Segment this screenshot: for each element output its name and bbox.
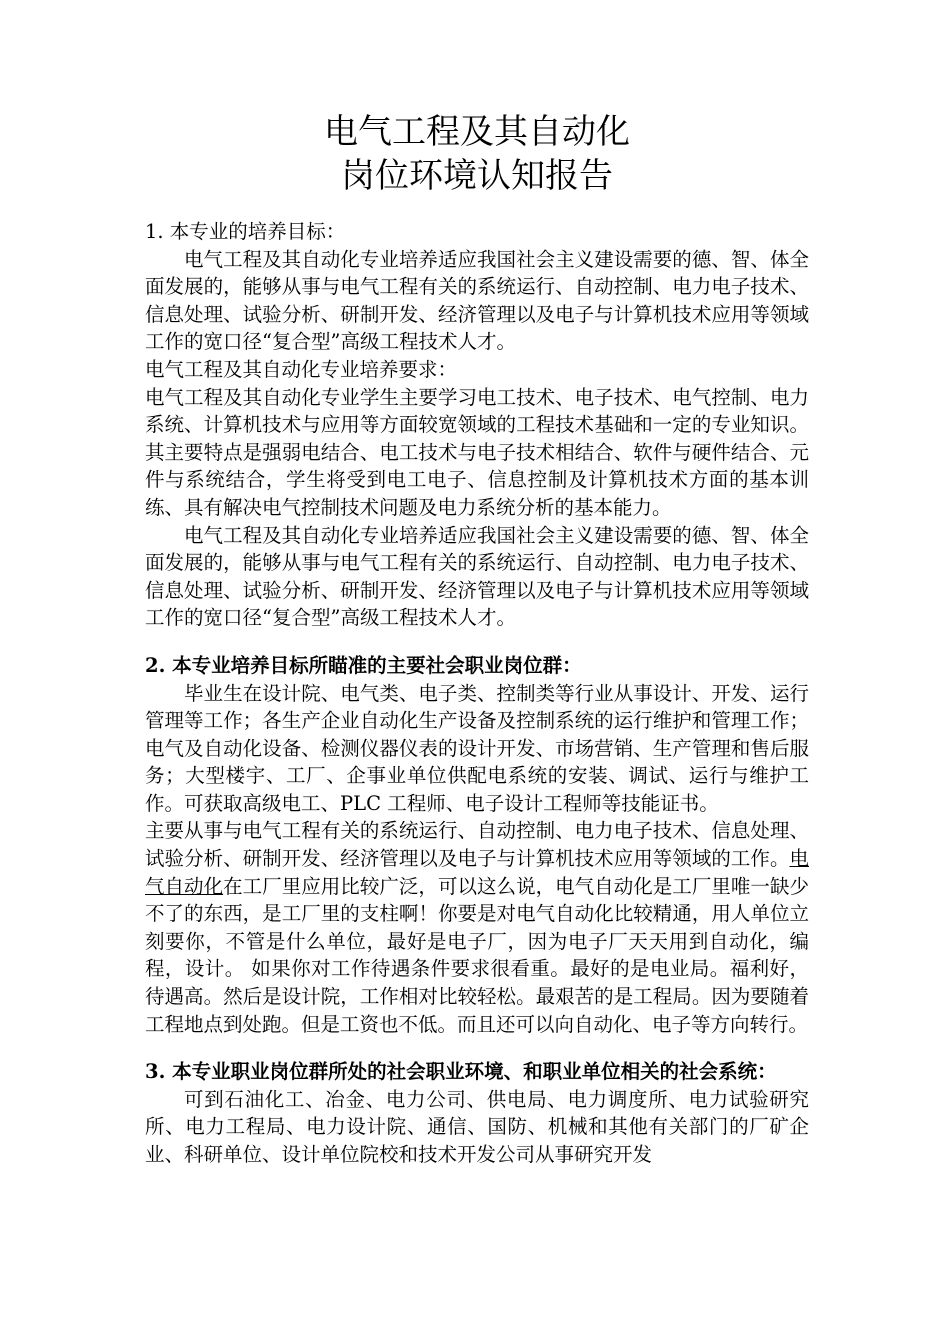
section-2-paragraph-2-text-a: 主要从事与电气工程有关的系统运行、自动控制、电力电子技术、信息处理、试验分析、研制开发、经济管理以及电子与计算机技术应用等领域的工作。 xyxy=(145,819,809,871)
section-2 xyxy=(145,652,809,1038)
section-1-heading: 1. 本专业的培养目标： xyxy=(145,220,346,243)
section-1-paragraph-1: 电气工程及其自动化专业培养适应我国社会主义建设需要的德、智、体全面发展的，能够从事与电气工程有关的系统运行、自动控制、电力电子技术、信息处理、试验分析、研制开发、经济管理以及电子与计算机技术应用等领域工作的宽口径“复合型”高级工程技术人才。 xyxy=(145,247,809,354)
section-2-paragraph-2-text-b: 在工厂里应用比较广泛，可以这么说，电气自动化是工厂里唯一缺少不了的东西，是工厂里的支柱啊！你要是对电气自动化比较精通，用人单位立刻要你，不管是什么单位，最好是电子厂，因为电子厂天天用到自动化，编程，设计。 如果你对工作待遇条件要求很看重。最好的是电业局。福利好，待遇高。然后是设计院，工作相对比较轻松。最艰苦的是工程局。因为要随着工程地点到处跑。但是工资也不低。而且还可以向自动化、电子等方向转行。 xyxy=(145,874,809,1036)
electrical-automation-link[interactable]: 电气自动化 xyxy=(145,847,809,898)
section-3-heading: 3. 本专业职业岗位群所处的社会职业环境、和职业单位相关的社会系统： xyxy=(145,1060,777,1084)
spacer xyxy=(145,1038,809,1058)
section-3-paragraph-1: 可到石油化工、冶金、电力公司、供电局、电力调度所、电力试验研究所、电力工程局、电力设计院、通信、国防、机械和其他有关部门的厂矿企业、科研单位、设计单位院校和技术开发公司从事研究开发 xyxy=(145,1087,809,1166)
document-title-line1: 电气工程及其自动化 xyxy=(324,112,630,152)
section-1 xyxy=(145,218,809,632)
section-2-heading: 2. 本专业培养目标所瞄准的主要社会职业岗位群： xyxy=(145,653,582,677)
section-1-paragraph-2: 电气工程及其自动化专业学生主要学习电工技术、电子技术、电气控制、电力系统、计算机技术与应用等方面较宽领域的工程技术基础和一定的专业知识。其主要特点是强弱电结合、电工技术与电子技术相结合、软件与硬件结合、元件与系统结合，学生将受到电工电子、信息控制及计算机技术方面的基本训练、具有解决电气控制技术问题及电力系统分析的基本能力。 xyxy=(145,385,809,519)
section-2-paragraph-1: 毕业生在设计院、电气类、电子类、控制类等行业从事设计、开发、运行管理等工作；各生产企业自动化生产设备及控制系统的运行维护和管理工作；电气及自动化设备、检测仪器仪表的设计开发、市场营销、生产管理和售后服务；大型楼宇、工厂、企事业单位供配电系统的安装、调试、运行与维护工作。可获取高级电工、PLC 工程师、电子设计工程师等技能证书。 xyxy=(145,681,809,815)
document-title-line2: 岗位环境认知报告 xyxy=(341,156,613,196)
section-1-requirements-label: 电气工程及其自动化专业培养要求： xyxy=(145,357,458,381)
section-3 xyxy=(145,1058,809,1168)
section-2-paragraph-2 xyxy=(145,817,809,1038)
section-1-paragraph-3: 电气工程及其自动化专业培养适应我国社会主义建设需要的德、智、体全面发展的，能够从事与电气工程有关的系统运行、自动控制、电力电子技术、信息处理、试验分析、研制开发、经济管理以及电子与计算机技术应用等领域工作的宽口径“复合型”高级工程技术人才。 xyxy=(145,523,809,630)
title-block xyxy=(145,110,809,198)
document-page xyxy=(145,110,809,1169)
spacer xyxy=(145,632,809,652)
